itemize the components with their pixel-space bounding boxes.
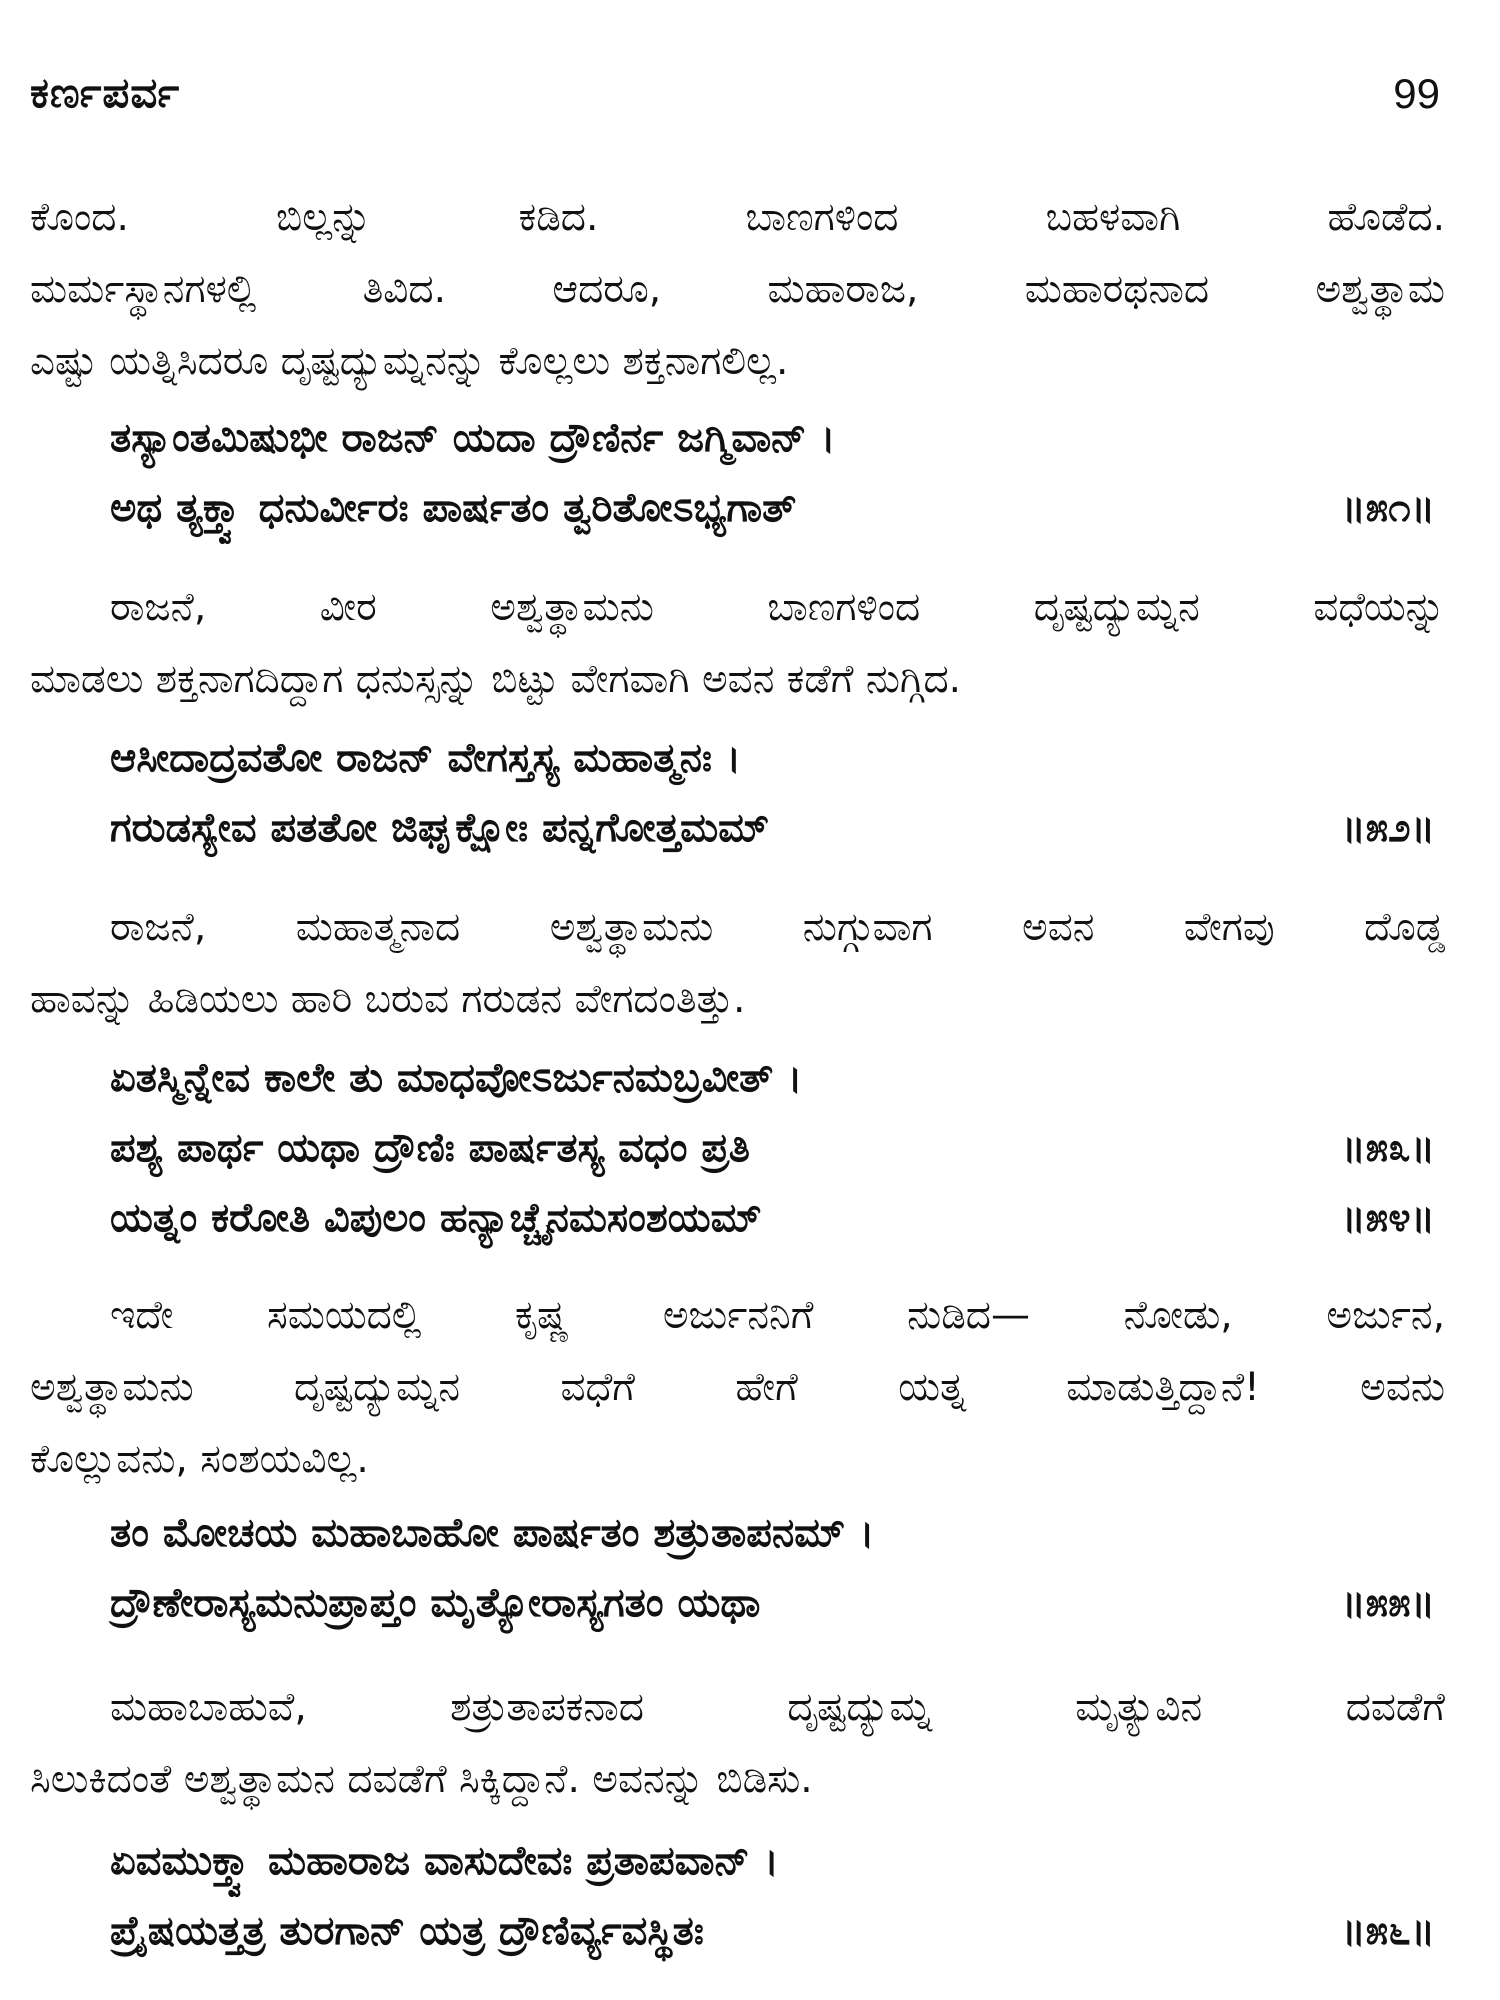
- prose-line: ಎಷ್ಟು ಯತ್ನಿಸಿದರೂ ದೃಷ್ಟದ್ಯುಮ್ನನನ್ನು ಕೊಲ್ಲಲು ಶಕ್ತನಾಗಲಿಲ್ಲ.: [30, 339, 789, 384]
- verse-text: ಗರುಡಸ್ಯೇವ ಪತತೋ ಜಿಘೃಕ್ಷೋಃ ಪನ್ನಗೋತ್ತಮಮ್: [110, 805, 770, 851]
- verse-text: ತಸ್ಯಾಂತಮಿಷುಭೀ ರಾಜನ್ ಯದಾ ದ್ರೌಣಿರ್ನ ಜಗ್ಮಿವಾನ್ ।: [110, 415, 836, 461]
- verse-text: ಏತಸ್ಮಿನ್ನೇವ ಕಾಲೇ ತು ಮಾಧವೋಽರ್ಜುನಮಬ್ರವೀತ್ ।: [110, 1055, 803, 1101]
- running-head: [30, 68, 1440, 128]
- verse-line: [0, 1908, 1500, 1976]
- prose-line: ಸಿಲುಕಿದಂತೆ ಅಶ್ವತ್ಥಾಮನ ದವಡೆಗೆ ಸಿಕ್ಕಿದ್ದಾನೆ. ಅವನನ್ನು ಬಿಡಿಸು.: [30, 1757, 813, 1802]
- verse-text: ಆಸೀದಾದ್ರವತೋ ರಾಜನ್ ವೇಗಸ್ತಸ್ಯ ಮಹಾತ್ಮನಃ ।: [110, 735, 742, 781]
- verse-text: ಪಶ್ಯ ಪಾರ್ಥ ಯಥಾ ದ್ರೌಣಿಃ ಪಾರ್ಷತಸ್ಯ ವಧಂ ಪ್ರತಿ: [110, 1125, 750, 1171]
- verse-line: [0, 485, 1500, 553]
- prose-line: ಕೊಲ್ಲುವನು, ಸಂಶಯವಿಲ್ಲ.: [30, 1437, 369, 1482]
- verse-line: [0, 1510, 1500, 1578]
- prose-line: ಇದೇ ಸಮಯದಲ್ಲಿ ಕೃಷ್ಣ ಅರ್ಜುನನಿಗೆ ನುಡಿದ— ನೋಡು, ಅರ್ಜುನ,: [110, 1293, 1445, 1338]
- prose-paragraph-2: [30, 572, 1445, 716]
- verse-line: [0, 805, 1500, 873]
- prose-line: ಕೊಂದ. ಬಿಲ್ಲನ್ನು ಕಡಿದ. ಬಾಣಗಳಿಂದ ಬಹಳವಾಗಿ ಹೊಡೆದ.: [30, 195, 1445, 240]
- verse-number: ॥೫೬॥: [1341, 1908, 1435, 1954]
- verse-line: [0, 1055, 1500, 1123]
- verse-line: [0, 735, 1500, 803]
- verse-number: ॥೫೩॥: [1341, 1125, 1435, 1171]
- verse-text: ತಂ ಮೋಚಯ ಮಹಾಬಾಹೋ ಪಾರ್ಷತಂ ಶತ್ರುತಾಪನಮ್ ।: [110, 1510, 875, 1556]
- verse-number: ॥೫೨॥: [1341, 805, 1435, 851]
- prose-line: ರಾಜನೆ, ವೀರ ಅಶ್ವತ್ಥಾಮನು ಬಾಣಗಳಿಂದ ದೃಷ್ಟದ್ಯುಮ್ನನ ವಧೆಯನ್ನು: [110, 585, 1445, 630]
- prose-paragraph-4: [30, 1280, 1445, 1496]
- verse-number: ॥೫೫॥: [1341, 1580, 1435, 1626]
- prose-line: ಮಹಾಬಾಹುವೆ, ಶತ್ರುತಾಪಕನಾದ ದೃಷ್ಟದ್ಯುಮ್ನ ಮೃತ್ಯುವಿನ ದವಡೆಗೆ: [110, 1685, 1445, 1730]
- verse-text: ಏವಮುಕ್ತ್ವಾ ಮಹಾರಾಜ ವಾಸುದೇವಃ ಪ್ರತಾಪವಾನ್ ।: [110, 1838, 779, 1884]
- prose-paragraph-1: [30, 182, 1445, 398]
- page-number: 99: [1393, 70, 1440, 117]
- verse-text: ಅಥ ತ್ಯಕ್ತ್ವಾ ಧನುರ್ವೀರಃ ಪಾರ್ಷತಂ ತ್ವರಿತೋಽಭ್ಯಗಾತ್: [110, 485, 797, 531]
- prose-line: ಮಾಡಲು ಶಕ್ತನಾಗದಿದ್ದಾಗ ಧನುಸ್ಸನ್ನು ಬಿಟ್ಟು ವೇಗವಾಗಿ ಅವನ ಕಡೆಗೆ ನುಗ್ಗಿದ.: [30, 657, 962, 702]
- verse-line: [0, 1195, 1500, 1263]
- verse-text: ಯತ್ನಂ ಕರೋತಿ ವಿಪುಲಂ ಹನ್ಯಾಚ್ಚೈನಮಸಂಶಯಮ್: [110, 1195, 762, 1241]
- verse-number: ॥೫೪॥: [1341, 1195, 1435, 1241]
- prose-line: ಅಶ್ವತ್ಥಾಮನು ದೃಷ್ಟದ್ಯುಮ್ನನ ವಧೆಗೆ ಹೇಗೆ ಯತ್ನ ಮಾಡುತ್ತಿದ್ದಾನೆ! ಅವನು: [30, 1365, 1445, 1410]
- verse-number: ॥೫೧॥: [1341, 485, 1435, 531]
- running-title: ಕರ್ಣಪರ್ವ: [30, 68, 181, 117]
- verse-text: ಪ್ರೈಷಯತ್ತತ್ರ ತುರಗಾನ್ ಯತ್ರ ದ್ರೌಣಿರ್ವ್ಯವಸ್ಥಿತಃ: [110, 1908, 704, 1954]
- verse-line: [0, 415, 1500, 483]
- prose-line: ಮರ್ಮಸ್ಥಾನಗಳಲ್ಲಿ ತಿವಿದ. ಆದರೂ, ಮಹಾರಾಜ, ಮಹಾರಥನಾದ ಅಶ್ವತ್ಥಾಮ: [30, 267, 1445, 312]
- prose-line: ಹಾವನ್ನು ಹಿಡಿಯಲು ಹಾರಿ ಬರುವ ಗರುಡನ ವೇಗದಂತಿತ್ತು.: [30, 977, 746, 1022]
- prose-line: ರಾಜನೆ, ಮಹಾತ್ಮನಾದ ಅಶ್ವತ್ಥಾಮನು ನುಗ್ಗುವಾಗ ಅವನ ವೇಗವು ದೊಡ್ಡ: [110, 905, 1445, 950]
- verse-line: [0, 1838, 1500, 1906]
- prose-paragraph-5: [30, 1672, 1445, 1816]
- verse-line: [0, 1580, 1500, 1648]
- verse-text: ದ್ರೌಣೇರಾಸ್ಯಮನುಪ್ರಾಪ್ತಂ ಮೃತ್ಯೋರಾಸ್ಯಗತಂ ಯಥಾ: [110, 1580, 761, 1626]
- prose-paragraph-3: [30, 892, 1445, 1036]
- verse-line: [0, 1125, 1500, 1193]
